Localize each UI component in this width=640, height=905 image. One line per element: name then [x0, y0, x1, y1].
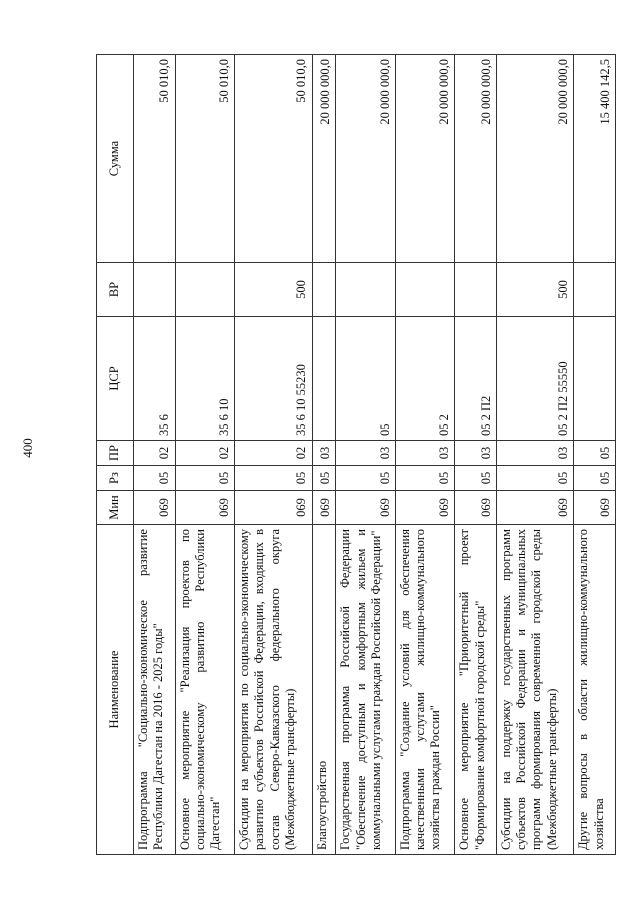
- row-pr: 05: [574, 441, 616, 466]
- row-pr: 02: [235, 441, 312, 466]
- header-vr: ВР: [97, 263, 134, 317]
- row-pr: 02: [175, 441, 235, 466]
- row-name: Другие вопросы в области жилищно-коммунального хозяйства: [574, 525, 616, 855]
- row-rz: 05: [336, 466, 396, 491]
- row-vr: [574, 263, 616, 317]
- table-row: [312, 55, 336, 855]
- row-name: Подпрограмма "Социально-экономическое развитие Республики Дагестан на 2016 - 2025 годы": [134, 525, 176, 855]
- table-header-row: [97, 55, 134, 855]
- row-name: Основное мероприятие "Приоритетный проект "Формирование комфортной городской среды": [455, 525, 497, 855]
- header-csr: ЦСР: [97, 317, 134, 441]
- table-row: [455, 55, 497, 855]
- row-pr: 03: [336, 441, 396, 466]
- row-sum: 50 010,0: [235, 55, 312, 263]
- row-sum: 20 000 000,0: [312, 55, 336, 263]
- table-row: [395, 55, 455, 855]
- row-rz: 05: [312, 466, 336, 491]
- row-rz: 05: [496, 466, 573, 491]
- header-min: Мин: [97, 491, 134, 525]
- row-vr: 500: [235, 263, 312, 317]
- row-vr: [312, 263, 336, 317]
- row-min: 069: [235, 491, 312, 525]
- table-row: [496, 55, 573, 855]
- row-sum: 20 000 000,0: [395, 55, 455, 263]
- row-sum: 50 010,0: [175, 55, 235, 263]
- row-vr: 500: [496, 263, 573, 317]
- row-name: Субсидии на поддержку государственных программ субъектов Российской Федерации и муниципальных программ формирования современной городской среды (Межбюджетные трансферты): [496, 525, 573, 855]
- row-csr: 05 2 П2 55550: [496, 317, 573, 441]
- row-min: 069: [134, 491, 176, 525]
- header-sum: Сумма: [97, 55, 134, 263]
- row-csr: [574, 317, 616, 441]
- table-row: [134, 55, 176, 855]
- row-sum: 20 000 000,0: [496, 55, 573, 263]
- budget-table: [96, 54, 616, 855]
- row-rz: 05: [574, 466, 616, 491]
- row-vr: [134, 263, 176, 317]
- row-csr: 35 6: [134, 317, 176, 441]
- row-pr: 02: [134, 441, 176, 466]
- header-pr: ПР: [97, 441, 134, 466]
- row-name: Благоустройство: [312, 525, 336, 855]
- row-csr: 05 2 П2: [455, 317, 497, 441]
- table-row: [175, 55, 235, 855]
- row-vr: [336, 263, 396, 317]
- row-sum: 20 000 000,0: [455, 55, 497, 263]
- row-name: Основное мероприятие "Реализация проектов по социально-экономическому развитию Республики Дагестан": [175, 525, 235, 855]
- row-csr: 05 2: [395, 317, 455, 441]
- row-min: 069: [312, 491, 336, 525]
- header-name: Наименование: [97, 525, 134, 855]
- row-csr: [312, 317, 336, 441]
- row-min: 069: [496, 491, 573, 525]
- row-min: 069: [455, 491, 497, 525]
- row-name: Подпрограмма "Создание условий для обеспечения качественными услугами жилищно-коммунального хозяйства граждан России": [395, 525, 455, 855]
- header-rz: Рз: [97, 466, 134, 491]
- row-vr: [455, 263, 497, 317]
- table-row: [574, 55, 616, 855]
- row-csr: 35 6 10: [175, 317, 235, 441]
- row-min: 069: [175, 491, 235, 525]
- row-pr: 03: [395, 441, 455, 466]
- row-min: 069: [395, 491, 455, 525]
- row-min: 069: [574, 491, 616, 525]
- row-sum: 50 010,0: [134, 55, 176, 263]
- table-row: [336, 55, 396, 855]
- row-name: Государственная программа Российской Федерации "Обеспечение доступным и комфортным жильем и коммунальными услугами граждан Российской Федерации": [336, 525, 396, 855]
- row-min: 069: [336, 491, 396, 525]
- table-row: [235, 55, 312, 855]
- page-number: 400: [20, 438, 35, 458]
- row-vr: [175, 263, 235, 317]
- row-rz: 05: [175, 466, 235, 491]
- rotated-table-container: [96, 55, 616, 855]
- row-rz: 05: [134, 466, 176, 491]
- row-sum: 15 400 142,5: [574, 55, 616, 263]
- row-csr: 35 6 10 55230: [235, 317, 312, 441]
- row-rz: 05: [395, 466, 455, 491]
- row-rz: 05: [455, 466, 497, 491]
- row-pr: 03: [455, 441, 497, 466]
- row-sum: 20 000 000,0: [336, 55, 396, 263]
- row-rz: 05: [235, 466, 312, 491]
- row-vr: [395, 263, 455, 317]
- row-csr: 05: [336, 317, 396, 441]
- row-pr: 03: [496, 441, 573, 466]
- row-name: Субсидии на мероприятия по социально-экономическому развитию субъектов Российской Федерации, входящих в состав Северо-Кавказского федерального округа (Межбюджетные трансферты): [235, 525, 312, 855]
- row-pr: 03: [312, 441, 336, 466]
